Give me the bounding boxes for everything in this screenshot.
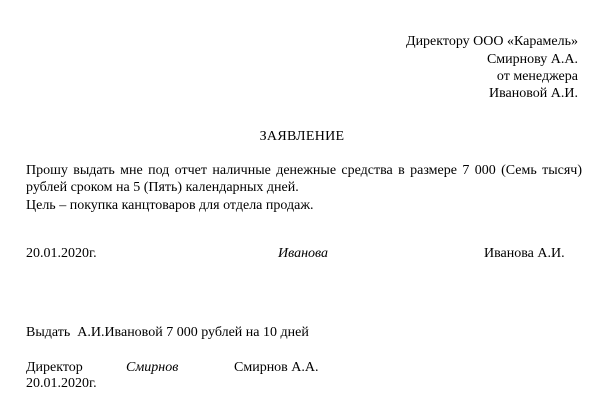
body-line-2: рублей сроком на 5 (Пять) календарных дней. [26, 180, 299, 195]
body-line-3: Цель – покупка канцтоваров для отдела продаж. [26, 198, 314, 213]
resolution-name: Смирнов А.А. [234, 360, 319, 375]
resolution-signature: Смирнов [126, 360, 179, 375]
document-title: ЗАЯВЛЕНИЕ [259, 129, 345, 144]
applicant-date: 20.01.2020г. [26, 246, 97, 261]
resolution-text: Выдать А.И.Ивановой 7 000 рублей на 10 дней [26, 325, 309, 340]
applicant-name: Иванова А.И. [484, 246, 565, 261]
resolution-date: 20.01.2020г. [26, 376, 97, 391]
sender-name: Ивановой А.И. [489, 86, 578, 101]
recipient-company: Директору ООО «Карамель» [406, 34, 578, 49]
body-line-1: Прошу выдать мне под отчет наличные денежные средства в размере 7 000 (Семь тысяч) [26, 163, 582, 178]
sender-position: от менеджера [496, 69, 578, 84]
resolution-position: Директор [26, 360, 83, 375]
recipient-name: Смирнову А.А. [486, 52, 578, 67]
applicant-signature: Иванова [278, 246, 329, 261]
